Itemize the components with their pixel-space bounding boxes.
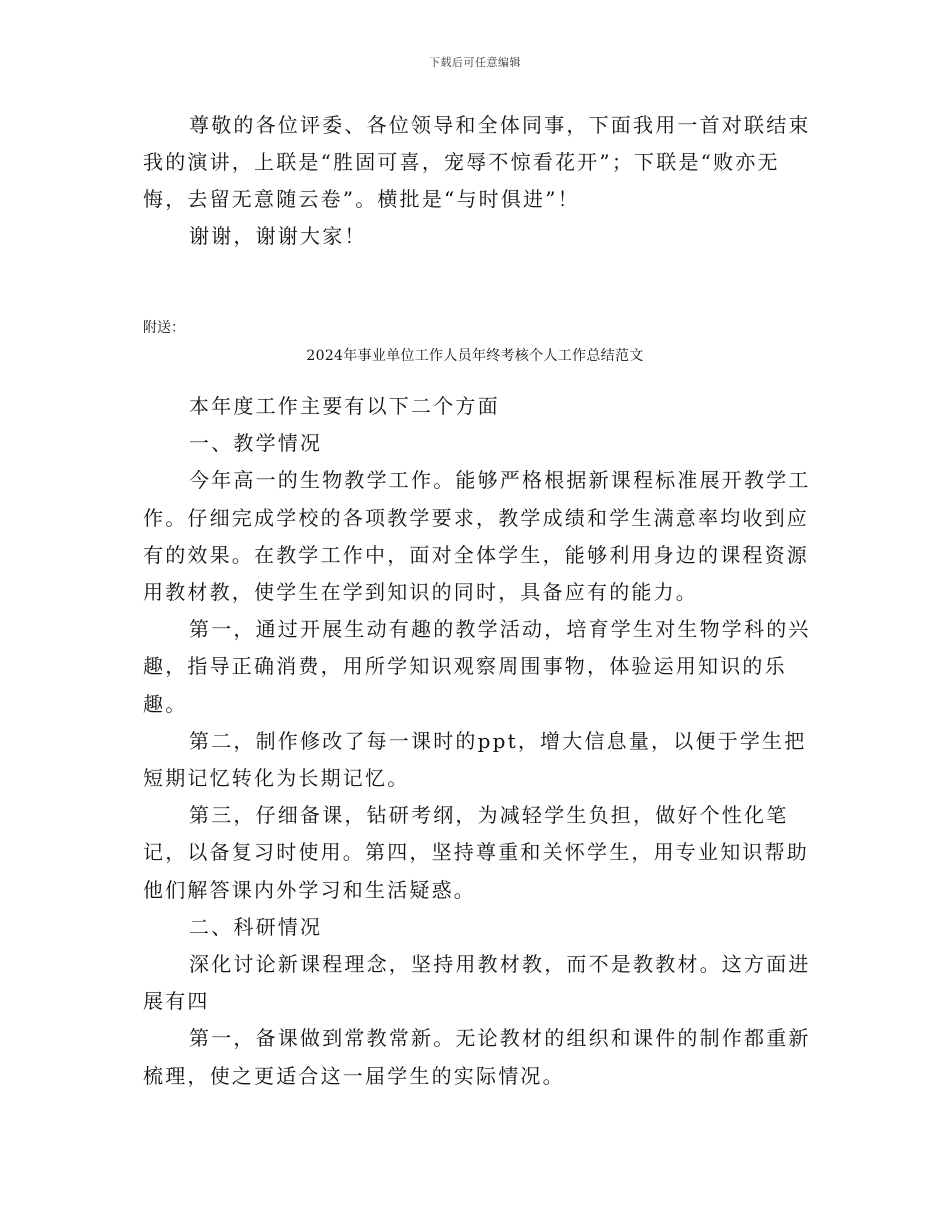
section-heading-teaching: 一、教学情况 — [189, 431, 323, 456]
speech-paragraph: 尊敬的各位评委、各位领导和全体同事，下面我用一首对联结束我的演讲，上联是“胜固可喜，宠辱不惊看花开”；下联是“败亦无悔，去留无意随云卷”。横批是“与时俱进”！ — [143, 113, 811, 211]
summary-paragraph: 深化讨论新课程理念，坚持用教材教，而不是教教材。这方面进展有四 — [143, 952, 811, 1014]
page-header: 下载后可任意编辑 — [429, 56, 521, 69]
document-title: 2024年事业单位工作人员年终考核个人工作总结范文 — [306, 348, 644, 364]
speech-thanks: 谢谢，谢谢大家！ — [189, 224, 367, 248]
section-heading-research: 二、科研情况 — [189, 914, 323, 939]
summary-body — [143, 388, 823, 1095]
summary-paragraph: 第一，备课做到常教常新。无论教材的组织和课件的制作都重新梳理，使之更适合这一届学生的实际情况。 — [143, 1026, 811, 1088]
speech-closing — [143, 107, 823, 255]
attachment-label: 附送： — [143, 320, 185, 336]
summary-paragraph: 今年高一的生物教学工作。能够严格根据新课程标准展开教学工作。仔细完成学校的各项教学要求，教学成绩和学生满意率均收到应有的效果。在教学工作中，面对全体学生，能够利用身边的课程资源用教材教，使学生在学到知识的同时，具备应有的能力。 — [143, 468, 811, 605]
summary-paragraph: 第二，制作修改了每一课时的ppt，增大信息量，以便于学生把短期记忆转化为长期记忆。 — [143, 728, 807, 791]
summary-paragraph: 第三，仔细备课，钻研考纲，为减轻学生负担，做好个性化笔记，以备复习时使用。第四，坚持尊重和关怀学生，用专业知识帮助他们解答课内外学习和生活疑惑。 — [143, 803, 809, 902]
summary-paragraph: 本年度工作主要有以下二个方面 — [189, 394, 500, 418]
summary-paragraph: 第一，通过开展生动有趣的教学活动，培育学生对生物学科的兴趣，指导正确消费，用所学知识观察周围事物，体验运用知识的乐趣。 — [143, 617, 811, 716]
